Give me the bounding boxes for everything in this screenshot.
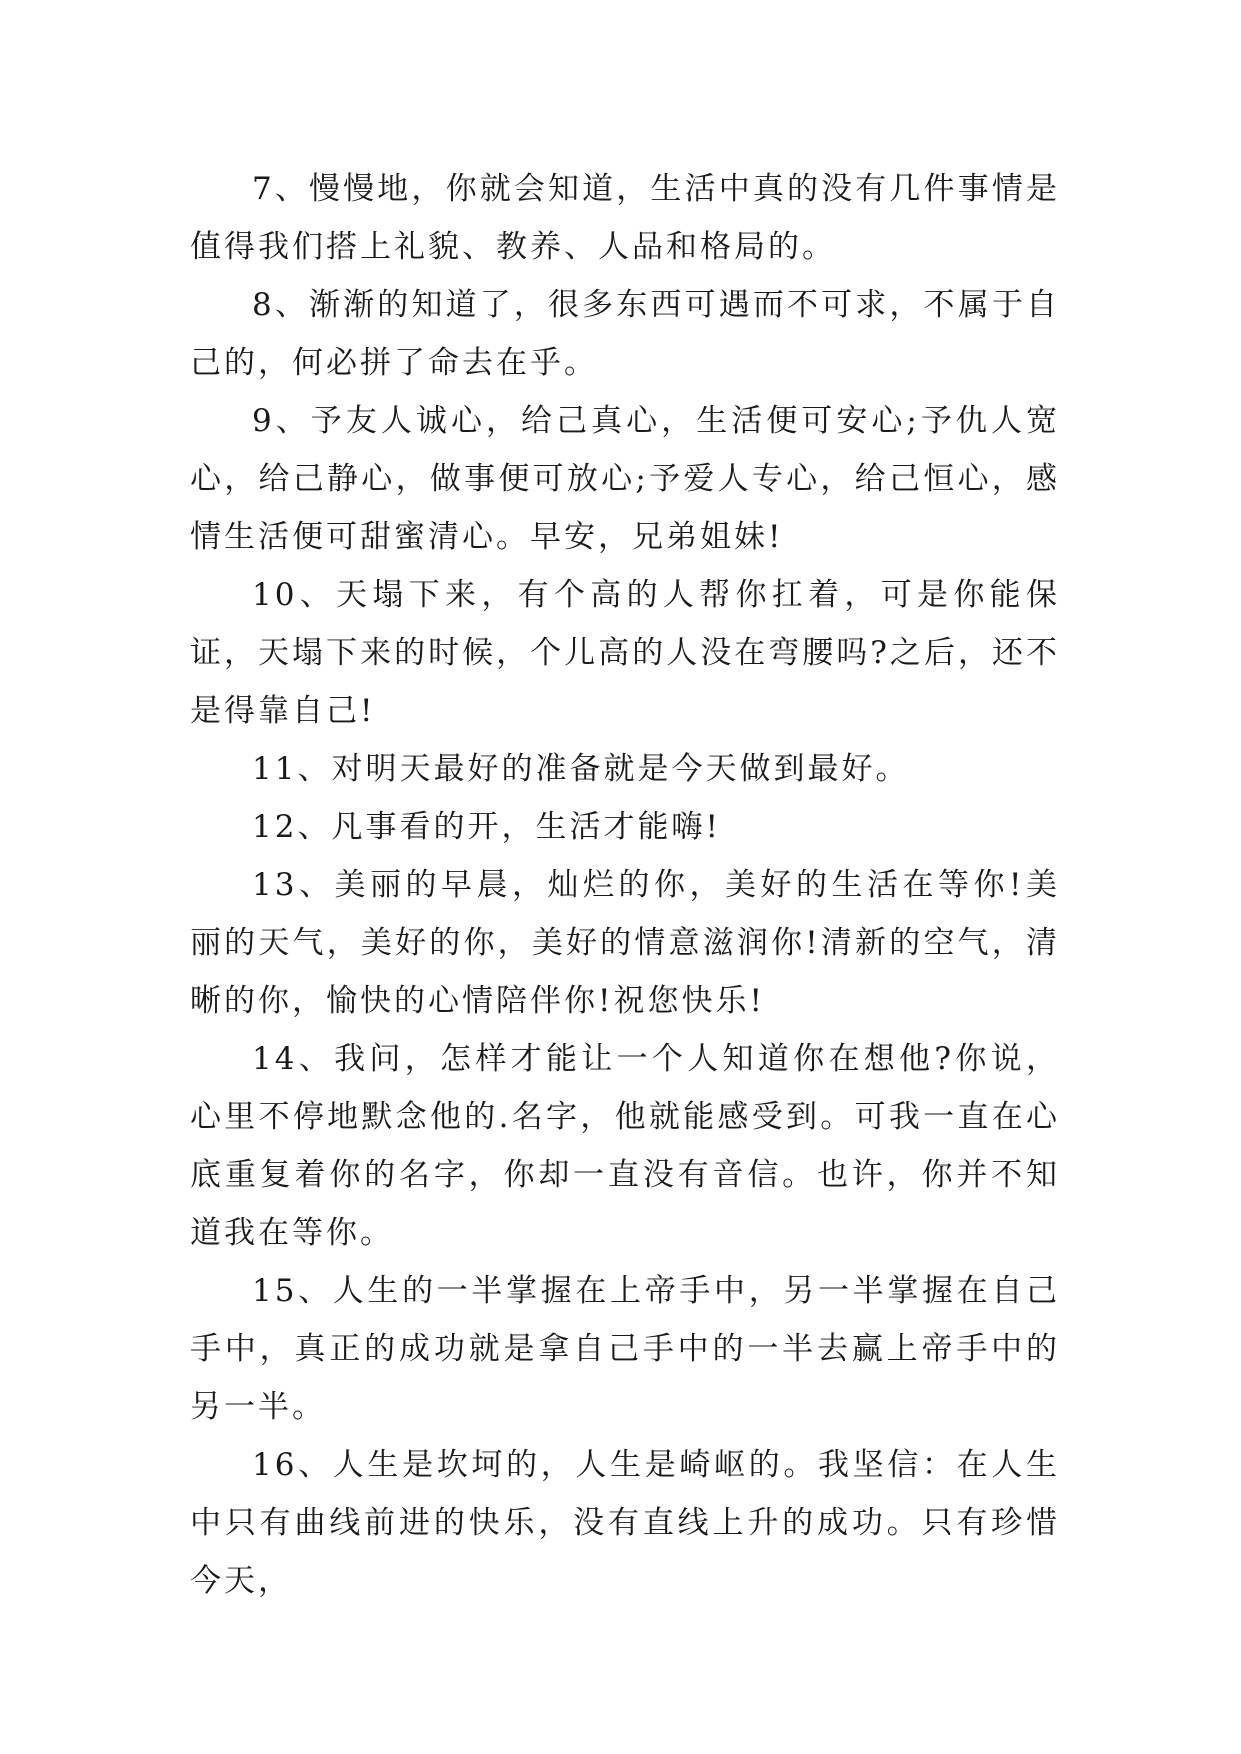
paragraph-13: 13、美丽的早晨，灿烂的你，美好的生活在等你!美丽的天气，美好的你，美好的情意滋润你!清新的空气，清晰的你，愉快的心情陪伴你!祝您快乐!	[190, 867, 1060, 1019]
paragraph-14: 14、我问，怎样才能让一个人知道你在想他?你说，心里不停地默念他的.名字，他就能感受到。可我一直在心底重复着你的名字，你却一直没有音信。也许，你并不知道我在等你。	[190, 1041, 1060, 1251]
paragraph-12: 12、凡事看的开，生活才能嗨!	[252, 809, 721, 845]
paragraph-9: 9、予友人诚心，给己真心，生活便可安心;予仇人宽心，给己静心，做事便可放心;予爱人专心，给己恒心，感情生活便可甜蜜清心。早安，兄弟姐妹!	[190, 403, 1060, 555]
paragraph-7: 7、慢慢地，你就会知道，生活中真的没有几件事情是值得我们搭上礼貌、教养、人品和格局的。	[190, 171, 1060, 265]
paragraph-8: 8、渐渐的知道了，很多东西可遇而不可求，不属于自己的，何必拼了命去在乎。	[190, 287, 1060, 381]
paragraph-11: 11、对明天最好的准备就是今天做到最好。	[252, 751, 910, 787]
document-body	[190, 160, 1060, 1610]
paragraph-15: 15、人生的一半掌握在上帝手中，另一半掌握在自己手中，真正的成功就是拿自己手中的一半去赢上帝手中的另一半。	[190, 1273, 1060, 1425]
paragraph-10: 10、天塌下来，有个高的人帮你扛着，可是你能保证，天塌下来的时候，个儿高的人没在弯腰吗?之后，还不是得靠自己!	[190, 577, 1060, 729]
paragraph-16: 16、人生是坎坷的，人生是崎岖的。我坚信：在人生中只有曲线前进的快乐，没有直线上升的成功。只有珍惜今天，	[190, 1447, 1060, 1599]
